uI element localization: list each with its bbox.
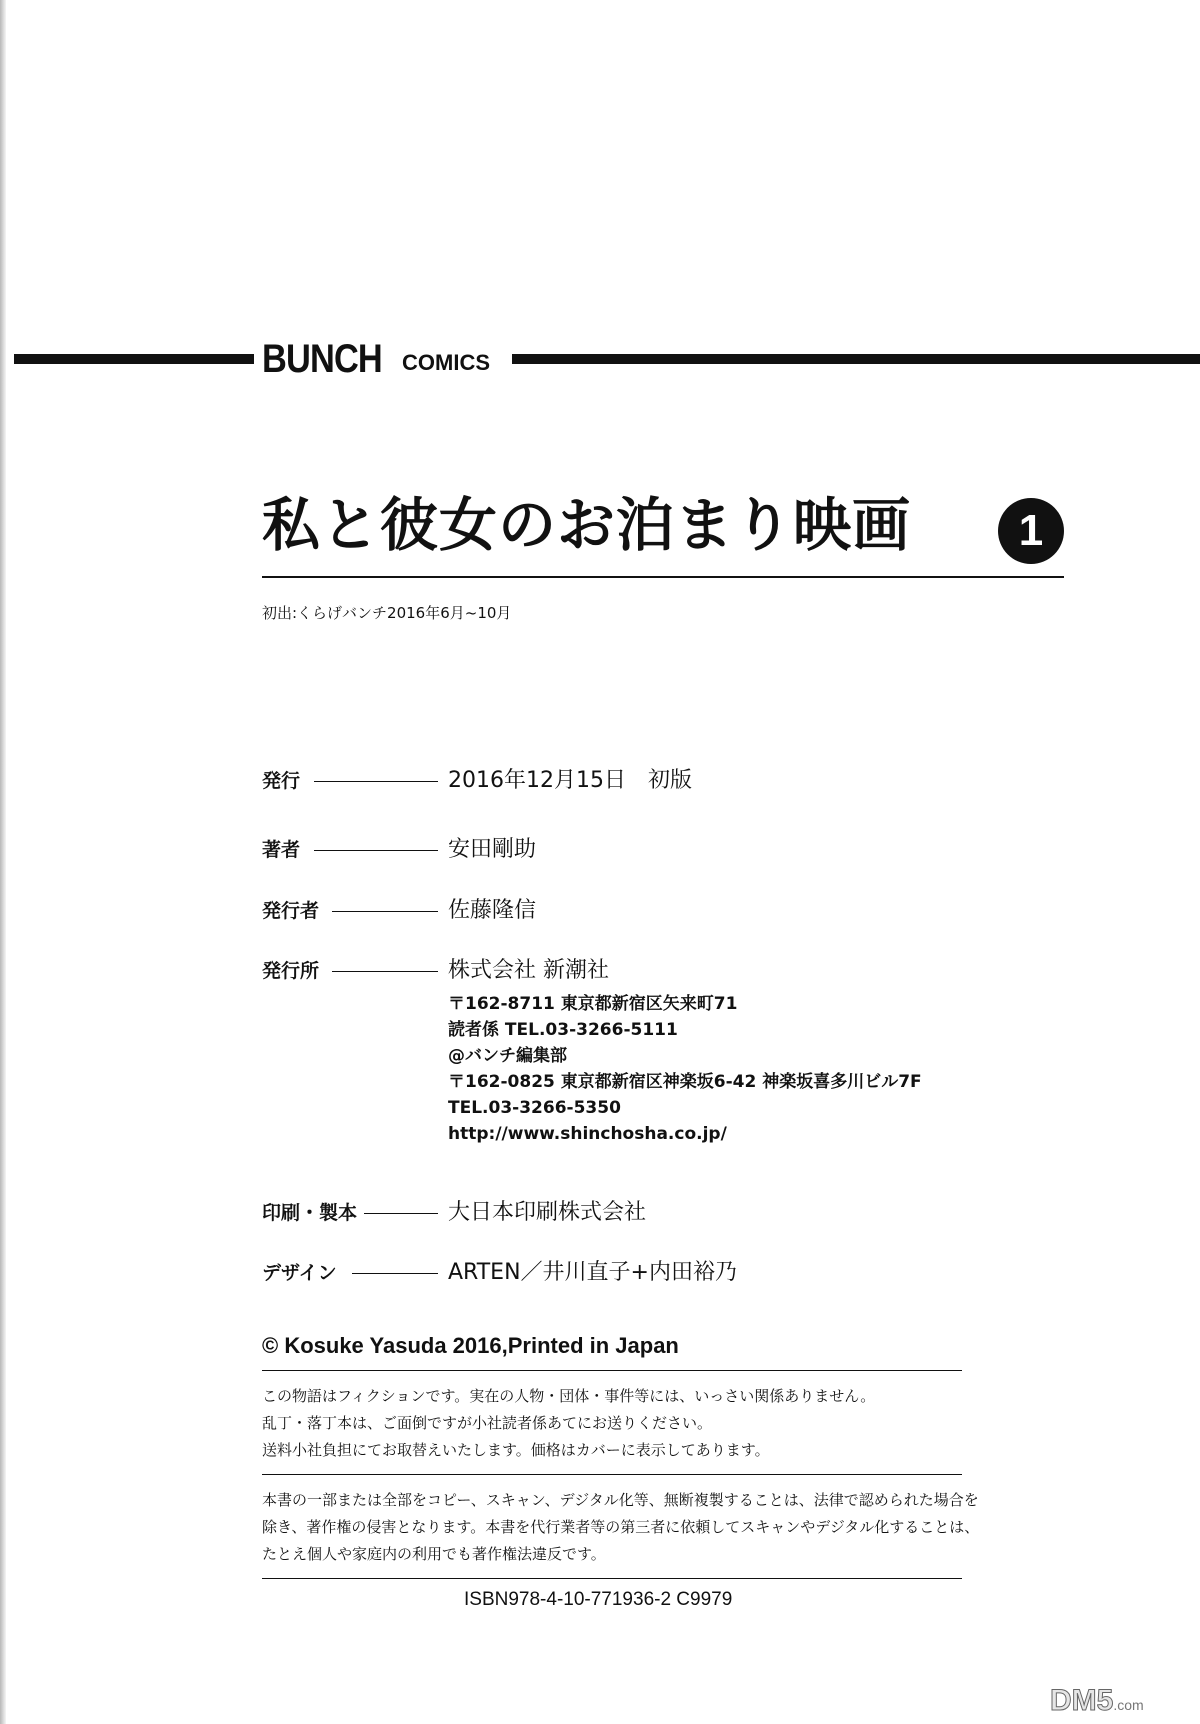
watermark-text: DM5 [1050,1684,1114,1717]
leader-line [364,1213,438,1214]
divider [262,1370,962,1371]
site-watermark-logo [1050,1684,1144,1722]
notice-line: この物語はフィクションです。実在の人物・団体・事件等には、いっさい関係ありません。 [262,1387,876,1405]
scan-edge-shadow [0,0,6,1724]
info-label: 著者 [262,839,301,861]
brand-name: BUNCH [262,337,382,381]
title-divider [262,576,1064,578]
legal-line: たとえ個人や家庭内の利用でも著作権法違反です。 [262,1545,606,1563]
brand-bar-right [512,354,1200,364]
first-publication: 初出:くらげバンチ2016年6月~10月 [262,604,512,622]
address-line: 〒162-0825 東京都新宿区神楽坂6-42 神楽坂喜多川ビル7F [448,1072,922,1092]
brand-header [0,336,1200,382]
address-line: 〒162-8711 東京都新宿区矢来町71 [448,994,738,1014]
legal-line: 本書の一部または全部をコピー、スキャン、デジタル化等、無断複製することは、法律で認められた場合を [262,1491,979,1509]
legal-line: 除き、著作権の侵害となります。本書を代行業者等の第三者に依頼してスキャンやデジタル化することは、 [262,1518,980,1536]
info-value: ARTEN／井川直子+内田裕乃 [448,1260,737,1285]
info-value: 大日本印刷株式会社 [448,1200,647,1225]
address-line: TEL.03-3266-5350 [448,1098,621,1118]
info-value: 2016年12月15日 初版 [448,768,692,793]
copyright: © Kosuke Yasuda 2016,Printed in Japan [262,1333,679,1358]
publisher-url: http://www.shinchosha.co.jp/ [448,1124,727,1144]
divider [262,1474,962,1475]
leader-line [314,850,438,851]
info-value: 株式会社 新潮社 [448,958,609,983]
info-label: 印刷・製本 [262,1202,358,1224]
info-value: 安田剛助 [448,837,537,862]
info-label: デザイン [262,1262,337,1284]
address-line: @バンチ編集部 [448,1046,567,1066]
leader-line [352,1273,438,1274]
leader-line [314,781,438,782]
brand-bar-left [14,354,254,364]
info-label: 発行所 [262,960,320,982]
book-title: 私と彼女のお泊まり映画 [262,491,912,559]
info-value: 佐藤隆信 [448,898,537,923]
leader-line [332,971,438,972]
watermark-sub: .com [1113,1697,1144,1713]
brand-sub: COMICS [402,350,490,375]
notice-line: 送料小社負担にてお取替えいたします。価格はカバーに表示してあります。 [262,1441,770,1459]
volume-badge: 1 [998,498,1064,564]
address-line: 読者係 TEL.03-3266-5111 [448,1020,678,1040]
info-label: 発行者 [262,900,320,922]
info-label: 発行 [262,770,301,792]
isbn: ISBN978-4-10-771936-2 C9979 [464,1589,733,1610]
notice-line: 乱丁・落丁本は、ご面倒ですが小社読者係あてにお送りください。 [262,1414,713,1432]
leader-line [332,911,438,912]
divider [262,1578,962,1579]
